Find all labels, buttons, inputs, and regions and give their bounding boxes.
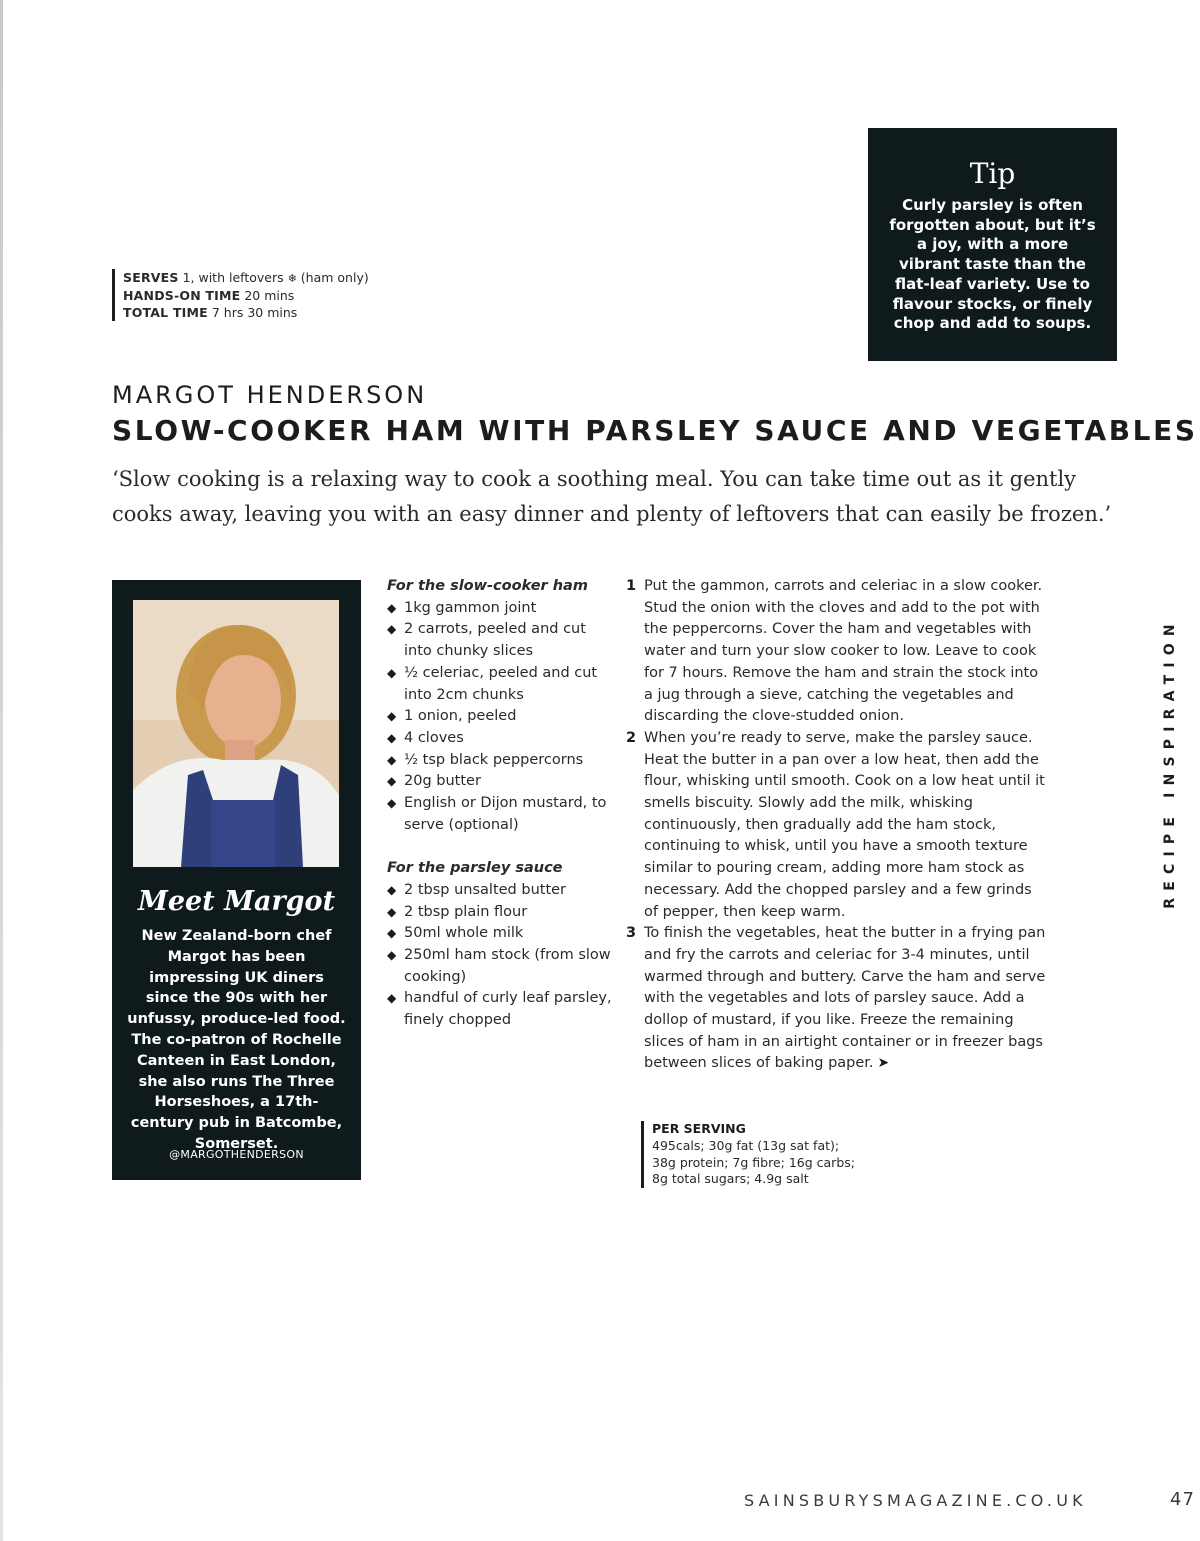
step-text: When you’re ready to serve, make the parsley sauce. Heat the butter in a pan over a low heat, then add the flour, whisking until smooth. Cook on a low heat until it smells biscuity. Slowly add the milk, whisking continuously, then gradually add the ham stock, continuing to whisk, until you have a smooth texture similar to pouring cream, adding more ham stock as necessary. Add the chopped parsley and a few grinds of pepper, then keep warm. (644, 729, 1045, 920)
list-item: ◆ 1kg gammon joint (387, 598, 612, 620)
list-item: ◆ 250ml ham stock (from slow cooking) (387, 945, 612, 988)
meet-margot-card (112, 580, 361, 1180)
nutrition-line: 495cals; 30g fat (13g sat fat); (652, 1137, 840, 1153)
list-item: ◆ 2 carrots, peeled and cut into chunky slices (387, 619, 612, 662)
ham-ingredients-heading: For the slow-cooker ham (387, 578, 588, 594)
list-item: ◆ 20g butter (387, 771, 612, 793)
nutrition-line: 38g protein; 7g fibre; 16g carbs; (652, 1154, 855, 1170)
list-item: ◆ handful of curly leaf parsley, finely chopped (387, 988, 612, 1031)
list-item: ◆ English or Dijon mustard, to serve (optional) (387, 793, 612, 836)
list-item: ◆ 2 tbsp plain flour (387, 902, 612, 924)
side-label-wrap (1150, 610, 1190, 930)
hands-on-value: 20 mins (244, 288, 295, 303)
recipe-quote: ‘Slow cooking is a relaxing way to cook a soothing meal. You can take time out as it gently cooks away, leaving you with an easy dinner and plenty of leftovers that can easily be frozen.’ (112, 467, 1112, 526)
arrow-right-icon: ➤ (877, 1055, 890, 1072)
sauce-ingredients-heading: For the parsley sauce (387, 860, 563, 877)
chef-name: MARGOT HENDERSON (112, 381, 428, 409)
tip-title: Tip (969, 157, 1016, 190)
list-item: ◆ 2 tbsp unsalted butter (387, 880, 612, 902)
ham-ingredients-list (387, 598, 612, 837)
chef-photo (133, 600, 339, 867)
hands-on-label: HANDS-ON TIME (123, 288, 241, 303)
nutrition-line: 8g total sugars; 4.9g salt (652, 1171, 809, 1187)
list-item: ◆ ½ tsp black peppercorns (387, 750, 612, 772)
ingredients (387, 576, 612, 1032)
total-time-value: 7 hrs 30 mins (211, 305, 298, 320)
section-side-label: RECIPE INSPIRATION (1162, 617, 1178, 909)
recipe-info (112, 269, 369, 321)
list-item: ◆ ½ celeriac, peeled and cut into 2cm chunks (387, 663, 612, 706)
total-time-line (123, 304, 369, 321)
serves-label: SERVES (123, 270, 179, 285)
method-step (626, 923, 1046, 1075)
method-step (626, 728, 1046, 923)
page-edge (0, 0, 3, 1541)
meet-title: Meet Margot (137, 886, 336, 917)
serves-line (123, 269, 369, 287)
total-time-label: TOTAL TIME (123, 305, 208, 320)
sauce-ingredients-list (387, 880, 612, 1032)
site-url-link[interactable]: SAINSBURYSMAGAZINE.CO.UK (744, 1491, 1087, 1510)
tip-box (868, 128, 1117, 361)
snowflake-icon: ❄ (287, 272, 297, 285)
nutrition-info (641, 1121, 855, 1188)
step-text: To finish the vegetables, heat the butter in a frying pan and fry the carrots and celeriac for 3-4 minutes, until warmed through and buttery. Carve the ham and serve with the vegetables and lots of parsley sauce. Add a dollop of mustard, if you like. Freeze the remaining slices of ham in an airtight container or in freezer bags between slices of baking paper. (644, 925, 1046, 1072)
step-number: 3 (626, 925, 637, 942)
freeze-note: (ham only) (300, 270, 369, 285)
list-item: ◆ 1 onion, peeled (387, 706, 612, 728)
step-number: 1 (626, 578, 637, 594)
list-item: ◆ 50ml whole milk (387, 923, 612, 945)
page-number: 47 (1170, 1489, 1195, 1510)
step-text: Put the gammon, carrots and celeriac in a slow cooker. Stud the onion with the cloves and add to the pot with the peppercorns. Cover the ham and vegetables with water and turn your slow cooker to low. Leave to cook for 7 hours. Remove the ham and strain the stock into a jug through a sieve, catching the vegetables and discarding the clove-studded onion. (644, 578, 1043, 725)
serves-value: 1, with leftovers (182, 270, 284, 285)
hands-on-line (123, 287, 369, 304)
meet-bio: New Zealand-born chef Margot has been impressing UK diners since the 90s with her unfussy, produce-led food. The co-patron of Rochelle Canteen in East London, she also runs The Three Horseshoes, a 17th-century pub in Batcombe, Somerset. (127, 928, 346, 1152)
list-item: ◆ 4 cloves (387, 728, 612, 750)
tip-text: Curly parsley is often forgotten about, but it’s a joy, with a more vibrant taste than the flat-leaf variety. Use to flavour stocks, or finely chop and add to soups. (889, 196, 1096, 333)
social-handle-link[interactable]: @MARGOTHENDERSON (169, 1148, 304, 1161)
nutrition-heading: PER SERVING (652, 1121, 746, 1136)
method-step (626, 576, 1046, 728)
method (626, 576, 1046, 1075)
step-number: 2 (626, 729, 637, 746)
recipe-title: SLOW-COOKER HAM WITH PARSLEY SAUCE AND VEGETABLES (112, 414, 1198, 447)
